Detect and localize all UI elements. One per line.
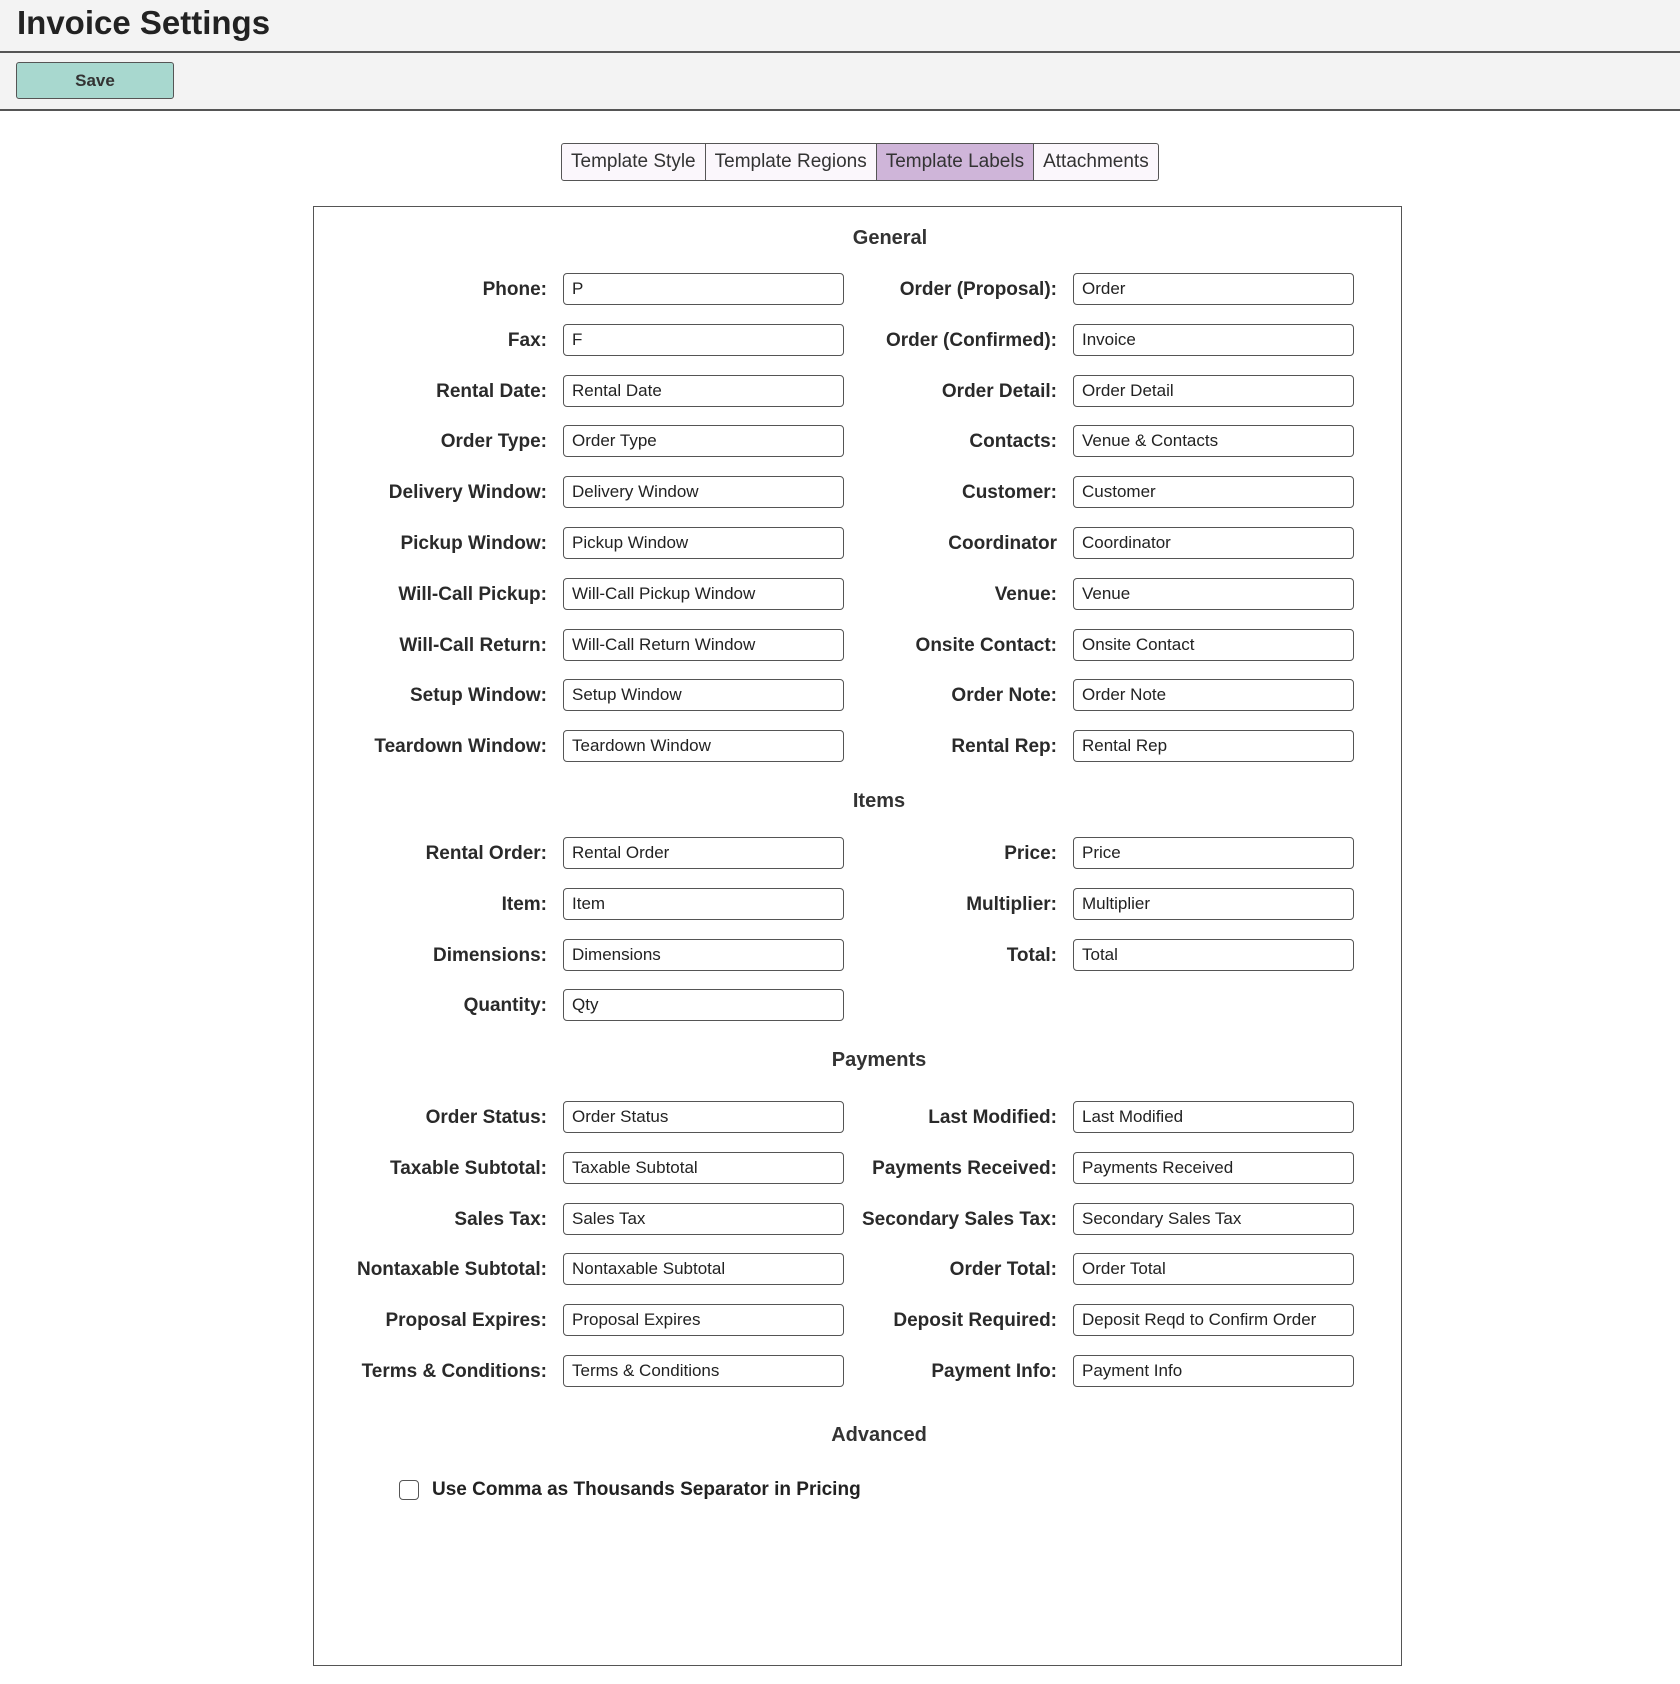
order-proposal-label: Order (Proposal): [899, 279, 1057, 300]
will-call-pickup-input[interactable] [563, 578, 844, 610]
order-detail-label: Order Detail: [941, 381, 1057, 402]
coordinator-input[interactable] [1073, 527, 1354, 559]
tab-template-style[interactable]: Template Style [562, 144, 706, 180]
order-proposal-input[interactable] [1073, 273, 1354, 305]
terms-conditions-label: Terms & Conditions: [361, 1361, 547, 1382]
will-call-pickup-label: Will-Call Pickup: [398, 584, 547, 605]
item-label: Item: [501, 894, 547, 915]
order-type-input[interactable] [563, 425, 844, 457]
tab-attachments[interactable]: Attachments [1043, 151, 1149, 172]
payment-info-input[interactable] [1073, 1355, 1354, 1387]
taxable-subtotal-input[interactable] [563, 1152, 844, 1184]
delivery-window-label: Delivery Window: [388, 482, 547, 503]
onsite-contact-label: Onsite Contact: [915, 635, 1057, 656]
nontaxable-subtotal-input[interactable] [563, 1253, 844, 1285]
payments-received-label: Payments Received: [872, 1158, 1057, 1179]
terms-conditions-input[interactable] [563, 1355, 844, 1387]
phone-input[interactable] [563, 273, 844, 305]
comma-separator-label[interactable]: Use Comma as Thousands Separator in Pricing [432, 1479, 861, 1500]
tab-template-labels[interactable]: Template Labels [877, 144, 1034, 180]
order-confirmed-label: Order (Confirmed): [886, 330, 1057, 351]
secondary-sales-tax-label: Secondary Sales Tax: [861, 1209, 1057, 1230]
contacts-input[interactable] [1073, 425, 1354, 457]
fax-input[interactable] [563, 324, 844, 356]
payments-received-input[interactable] [1073, 1152, 1354, 1184]
section-heading-general: General [852, 227, 928, 249]
dimensions-label: Dimensions: [432, 945, 547, 966]
dimensions-input[interactable] [563, 939, 844, 971]
teardown-window-input[interactable] [563, 730, 844, 762]
deposit-required-input[interactable] [1073, 1304, 1354, 1336]
multiplier-input[interactable] [1073, 888, 1354, 920]
venue-input[interactable] [1073, 578, 1354, 610]
delivery-window-input[interactable] [563, 476, 844, 508]
quantity-label: Quantity: [463, 995, 547, 1016]
section-heading-advanced: Advanced [831, 1424, 927, 1446]
rental-order-label: Rental Order: [425, 843, 547, 864]
comma-separator-checkbox[interactable] [399, 1480, 419, 1500]
total-label: Total: [1006, 945, 1057, 966]
sales-tax-label: Sales Tax: [454, 1209, 547, 1230]
comma-separator-option[interactable] [399, 1479, 861, 1501]
page-title: Invoice Settings [17, 4, 271, 41]
price-label: Price: [1004, 843, 1057, 864]
pickup-window-input[interactable] [563, 527, 844, 559]
order-status-input[interactable] [563, 1101, 844, 1133]
section-heading-items: Items [852, 790, 906, 812]
order-note-input[interactable] [1073, 679, 1354, 711]
total-input[interactable] [1073, 939, 1354, 971]
rental-date-input[interactable] [563, 375, 844, 407]
tab-template-regions[interactable]: Template Regions [706, 144, 877, 180]
will-call-return-input[interactable] [563, 629, 844, 661]
nontaxable-subtotal-label: Nontaxable Subtotal: [356, 1259, 547, 1280]
contacts-label: Contacts: [969, 431, 1057, 452]
venue-label: Venue: [994, 584, 1057, 605]
rental-rep-input[interactable] [1073, 730, 1354, 762]
rental-order-input[interactable] [563, 837, 844, 869]
rental-date-label: Rental Date: [436, 381, 547, 402]
customer-input[interactable] [1073, 476, 1354, 508]
rental-rep-label: Rental Rep: [951, 736, 1057, 757]
proposal-expires-label: Proposal Expires: [385, 1310, 547, 1331]
setup-window-label: Setup Window: [409, 685, 547, 706]
teardown-window-label: Teardown Window: [374, 736, 547, 757]
order-type-label: Order Type: [440, 431, 547, 452]
customer-label: Customer: [961, 482, 1057, 503]
toolbar [0, 53, 1680, 111]
fax-label: Fax: [507, 330, 547, 351]
order-note-label: Order Note: [951, 685, 1057, 706]
pickup-window-label: Pickup Window: [400, 533, 547, 554]
secondary-sales-tax-input[interactable] [1073, 1203, 1354, 1235]
section-heading-payments: Payments [831, 1049, 927, 1071]
order-total-label: Order Total: [949, 1259, 1057, 1280]
quantity-input[interactable] [563, 989, 844, 1021]
price-input[interactable] [1073, 837, 1354, 869]
order-detail-input[interactable] [1073, 375, 1354, 407]
will-call-return-label: Will-Call Return: [399, 635, 547, 656]
sales-tax-input[interactable] [563, 1203, 844, 1235]
order-confirmed-input[interactable] [1073, 324, 1354, 356]
taxable-subtotal-label: Taxable Subtotal: [390, 1158, 547, 1179]
coordinator-label: Coordinator [948, 533, 1057, 554]
payment-info-label: Payment Info: [931, 1361, 1057, 1382]
last-modified-label: Last Modified: [928, 1107, 1057, 1128]
order-total-input[interactable] [1073, 1253, 1354, 1285]
last-modified-input[interactable] [1073, 1101, 1354, 1133]
proposal-expires-input[interactable] [563, 1304, 844, 1336]
item-input[interactable] [563, 888, 844, 920]
tab-bar [561, 143, 1159, 181]
title-bar [0, 0, 1680, 53]
order-status-label: Order Status: [425, 1107, 547, 1128]
deposit-required-label: Deposit Required: [893, 1310, 1057, 1331]
multiplier-label: Multiplier: [966, 894, 1057, 915]
save-button[interactable]: Save [16, 62, 174, 99]
setup-window-input[interactable] [563, 679, 844, 711]
onsite-contact-input[interactable] [1073, 629, 1354, 661]
phone-label: Phone: [482, 279, 547, 300]
